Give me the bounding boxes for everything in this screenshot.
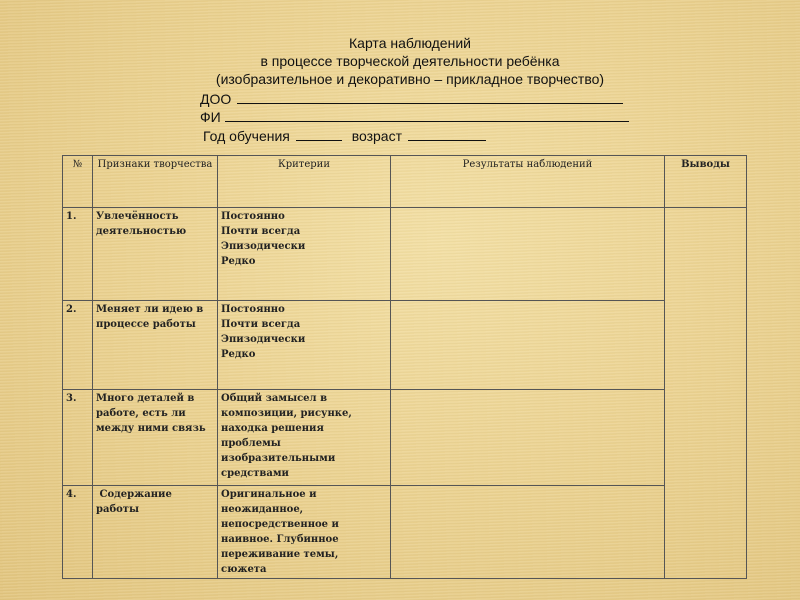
- year-age-field: [203, 127, 486, 145]
- header-signs: Признаки творчества: [93, 156, 218, 208]
- row-num: 3.: [63, 390, 93, 486]
- fi-label: ФИ: [200, 109, 221, 125]
- criteria-item: Редко: [221, 349, 256, 360]
- row-criteria: Общий замысел в композиции, рисунке, находка решения проблемы изобразительными средствами: [218, 390, 391, 486]
- row-criteria: [218, 208, 391, 301]
- title-line-2: в процессе творческой деятельности ребёнка: [260, 53, 560, 69]
- fi-field: [200, 108, 629, 126]
- row-sign: Много деталей в работе, есть ли между ними связь: [93, 390, 218, 486]
- title-line-1: Карта наблюдений: [349, 35, 471, 51]
- row-results: [391, 390, 665, 486]
- year-label: Год обучения: [203, 128, 290, 144]
- row-results: [391, 486, 665, 579]
- criteria-item: Почти всегда: [221, 226, 301, 237]
- row-criteria: Оригинальное и неожиданное, непосредственное и наивное. Глубинное переживание темы, сюжета: [218, 486, 391, 579]
- table-row: [63, 208, 747, 301]
- row-num: 1.: [63, 208, 93, 301]
- criteria-item: Почти всегда: [221, 319, 301, 330]
- row-num: 2.: [63, 301, 93, 390]
- title-line-3: (изобразительное и декоративно – прикладное творчество): [215, 71, 605, 87]
- header-results: Результаты наблюдений: [391, 156, 665, 208]
- doo-blank: [237, 90, 623, 104]
- criteria-item: Эпизодически: [221, 241, 306, 252]
- row-results: [391, 208, 665, 301]
- table-row: [63, 486, 747, 579]
- conclusions-cell: [665, 208, 747, 579]
- header-row: [63, 156, 747, 208]
- header-conclusions: Выводы: [665, 156, 747, 208]
- criteria-item: Редко: [221, 256, 256, 267]
- row-sign: Меняет ли идею в процессе работы: [93, 301, 218, 390]
- table-row: [63, 390, 747, 486]
- header-num: №: [63, 156, 93, 208]
- doo-label: ДОО: [200, 91, 232, 107]
- row-criteria: [218, 301, 391, 390]
- observation-table: [62, 155, 747, 579]
- fi-blank: [225, 108, 629, 122]
- criteria-item: Постоянно: [221, 304, 285, 315]
- criteria-item: Эпизодически: [221, 334, 306, 345]
- row-sign: Содержание работы: [93, 486, 218, 579]
- year-blank: [296, 127, 342, 141]
- header-criteria: Критерии: [218, 156, 391, 208]
- age-label: возраст: [351, 128, 402, 144]
- row-sign: Увлечённость деятельностью: [93, 208, 218, 301]
- row-results: [391, 301, 665, 390]
- row-num: 4.: [63, 486, 93, 579]
- doo-field: [200, 90, 623, 108]
- criteria-item: Постоянно: [221, 211, 285, 222]
- age-blank: [408, 127, 486, 141]
- table-row: [63, 301, 747, 390]
